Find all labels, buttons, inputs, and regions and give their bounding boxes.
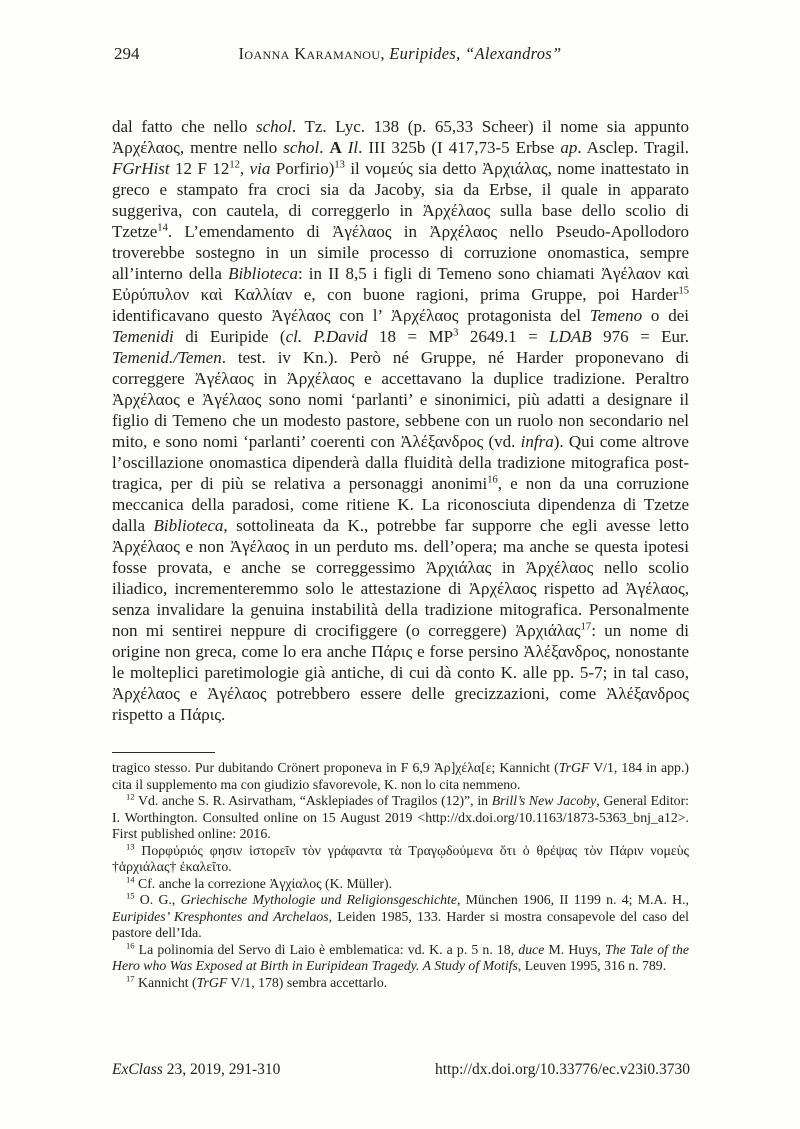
footnote-17: $^{17}$ Kannicht (TrGF V/1, 178) sembra accettarlo. [126, 972, 388, 990]
page-number: 294 [114, 44, 140, 63]
footnote-14: $^{14}$ Cf. anche la correzione Ἀγχίαλος (K. Müller). [126, 873, 393, 891]
running-head: Ioanna Karamanou, Euripides, “Alexandros” [238, 44, 562, 63]
journal-citation: ExClass 23, 2019, 291-310 [112, 1061, 281, 1078]
footnote-13: $^{13}$ Πορφύριός φησιν ἱστορεῖν τὸν γράφαντα τὰ Τραγῳδούμενα ὅτι ὁ θρέψας τὸν Πάριν νομεὺς †ἀρχιάλας† ἐκαλεῖτο. [112, 840, 689, 874]
footnote-12: $^{12}$ Vd. anche S. R. Asirvatham, “Asklepiades of Tragilos (12)”, in Brill’s New Jacoby, General Editor: I. Worthington. Consulted online on 15 August 2019 <http://dx.doi.org/10.1163/1873-5363_bnj_a12>. First published online: 2016. [112, 791, 690, 841]
body-paragraph: dal fatto che nello schol. Tz. Lyc. 138 (p. 65,33 Scheer) il nome sia appunto Ἀρχέλαος, mentre nello schol. A Il. III 325b (I 417,73-5 Erbse ap. Asclep. Tragil. FGrHist 12 F $12^{12}$, via Porfirio)$^{13}$ il νομεύς sia detto Ἀρχιάλας, nome inattestato in greco e stampato fra croci sia da Jacoby, sia da Erbse, il quale in apparato suggeriva, con cautela, di correggerlo in Ἀρχέλαος sulla base dello scolio di Tzetze$^{14}$. L’emendamento di Ἀγέλαος in Ἀρχέλαος nello Pseudo-Apollodoro troverebbe sostegno in un simile processo di corruzione onomastica, sempre all’interno della Biblioteca: in II 8,5 i figli di Temeno sono chiamati Ἀγέλαον καὶ Εὐρύπυλον καὶ Καλλίαν e, con buone ragioni, prima Gruppe, poi Harder$^{15}$ identificavano questo Ἀγέλαος con l’ Ἀρχέλαος protagonista del Temeno o dei Temenidi di Euripide (cl. P.David $18 = MP^3$ 2649.1 = LDAB 976 = Eur. Temenid./Temen. test. iv Kn.). Però né Gruppe, né Harder proponevano di correggere Ἀγέλαος in Ἀρχέλαος e accettavano la duplice tradizione. Peraltro Ἀρχέλαος e Ἀγέλαος sono nomi ‘parlanti’ e sinonimici, più adatti a designare il figlio di Temeno che un modesto pastore, sebbene con un ruolo non secondario nel mito, e sono nomi ‘parlanti’ coerenti con Ἀλέξανδρος (vd. infra). Qui come altrove l’oscillazione onomastica dipenderà dalla fluidità della tradizione mitografica post-tragica, per di più se relativa a personaggi anonimi$^{16}$, e non da una corruzione meccanica della paradosi, come ritiene K. La riconosciuta dipendenza di Tzetze dalla Biblioteca, sottolineata da K., potrebbe far supporre che egli avesse letto Ἀρχέλαος e non Ἀγέλαος in un perduto ms. dell’opera; ma anche se questa ipotesi fosse provata, e anche se correggessimo Ἀρχιάλας in Ἀρχέλαος nello scolio iliadico, incrementeremmo solo le attestazione di Ἀρχέλαος rispetto ad Ἀγέλαος, senza invalidare la genuina instabilità della tradizione mitografica. Personalmente non mi sentirei neppure di crocifiggere (o correggere) Ἀρχιάλας$^{17}$: un nome di origine non greca, come lo era anche Πάρις e forse persino Ἀλέξανδρος, nonostante le molteplici paretimologie già antiche, di cui dà conto K. alle pp. 5-7; in tal caso, Ἀρχέλαος e Ἀγέλαος potrebbero essere delle grecizzazioni, come Ἀλέξανδρος rispetto a Πάρις. [112, 117, 690, 724]
page-footer [112, 1061, 690, 1079]
doi-text: http://dx.doi.org/10.33776/ec.v23i0.3730 [434, 1061, 690, 1078]
footnote-16: $^{16}$ La polinomia del Servo di Laio è emblematica: vd. K. a p. 5 n. 18, duce M. Huys, The Tale of the Hero who Was Exposed at Birth in Euripidean Tragedy. A Study of Motifs, Leuven 1995, 316 n. 789. [112, 939, 689, 973]
footnote-15: $^{15}$ O. G., Griechische Mythologie und Religionsgeschichte, München 1906, II 1199 n. 4; M.A. H., Euripides’ Kresphontes and Archelaos, Leiden 1985, 133. Harder si mostra consapevole del caso del pastore dell’Ida. [112, 890, 689, 940]
footnote-continuation: tragico stesso. Pur dubitando Crönert proponeva in F 6,9 Ἀρ]χέλα[ε; Kannicht (TrGF V/1, 184 in app.) cita il supplemento ma con giudizio sfavorevole, K. non lo cita nemmeno. [112, 760, 689, 792]
footnote-separator [112, 752, 215, 753]
page-header [112, 44, 688, 66]
footnotes-block [112, 760, 689, 991]
